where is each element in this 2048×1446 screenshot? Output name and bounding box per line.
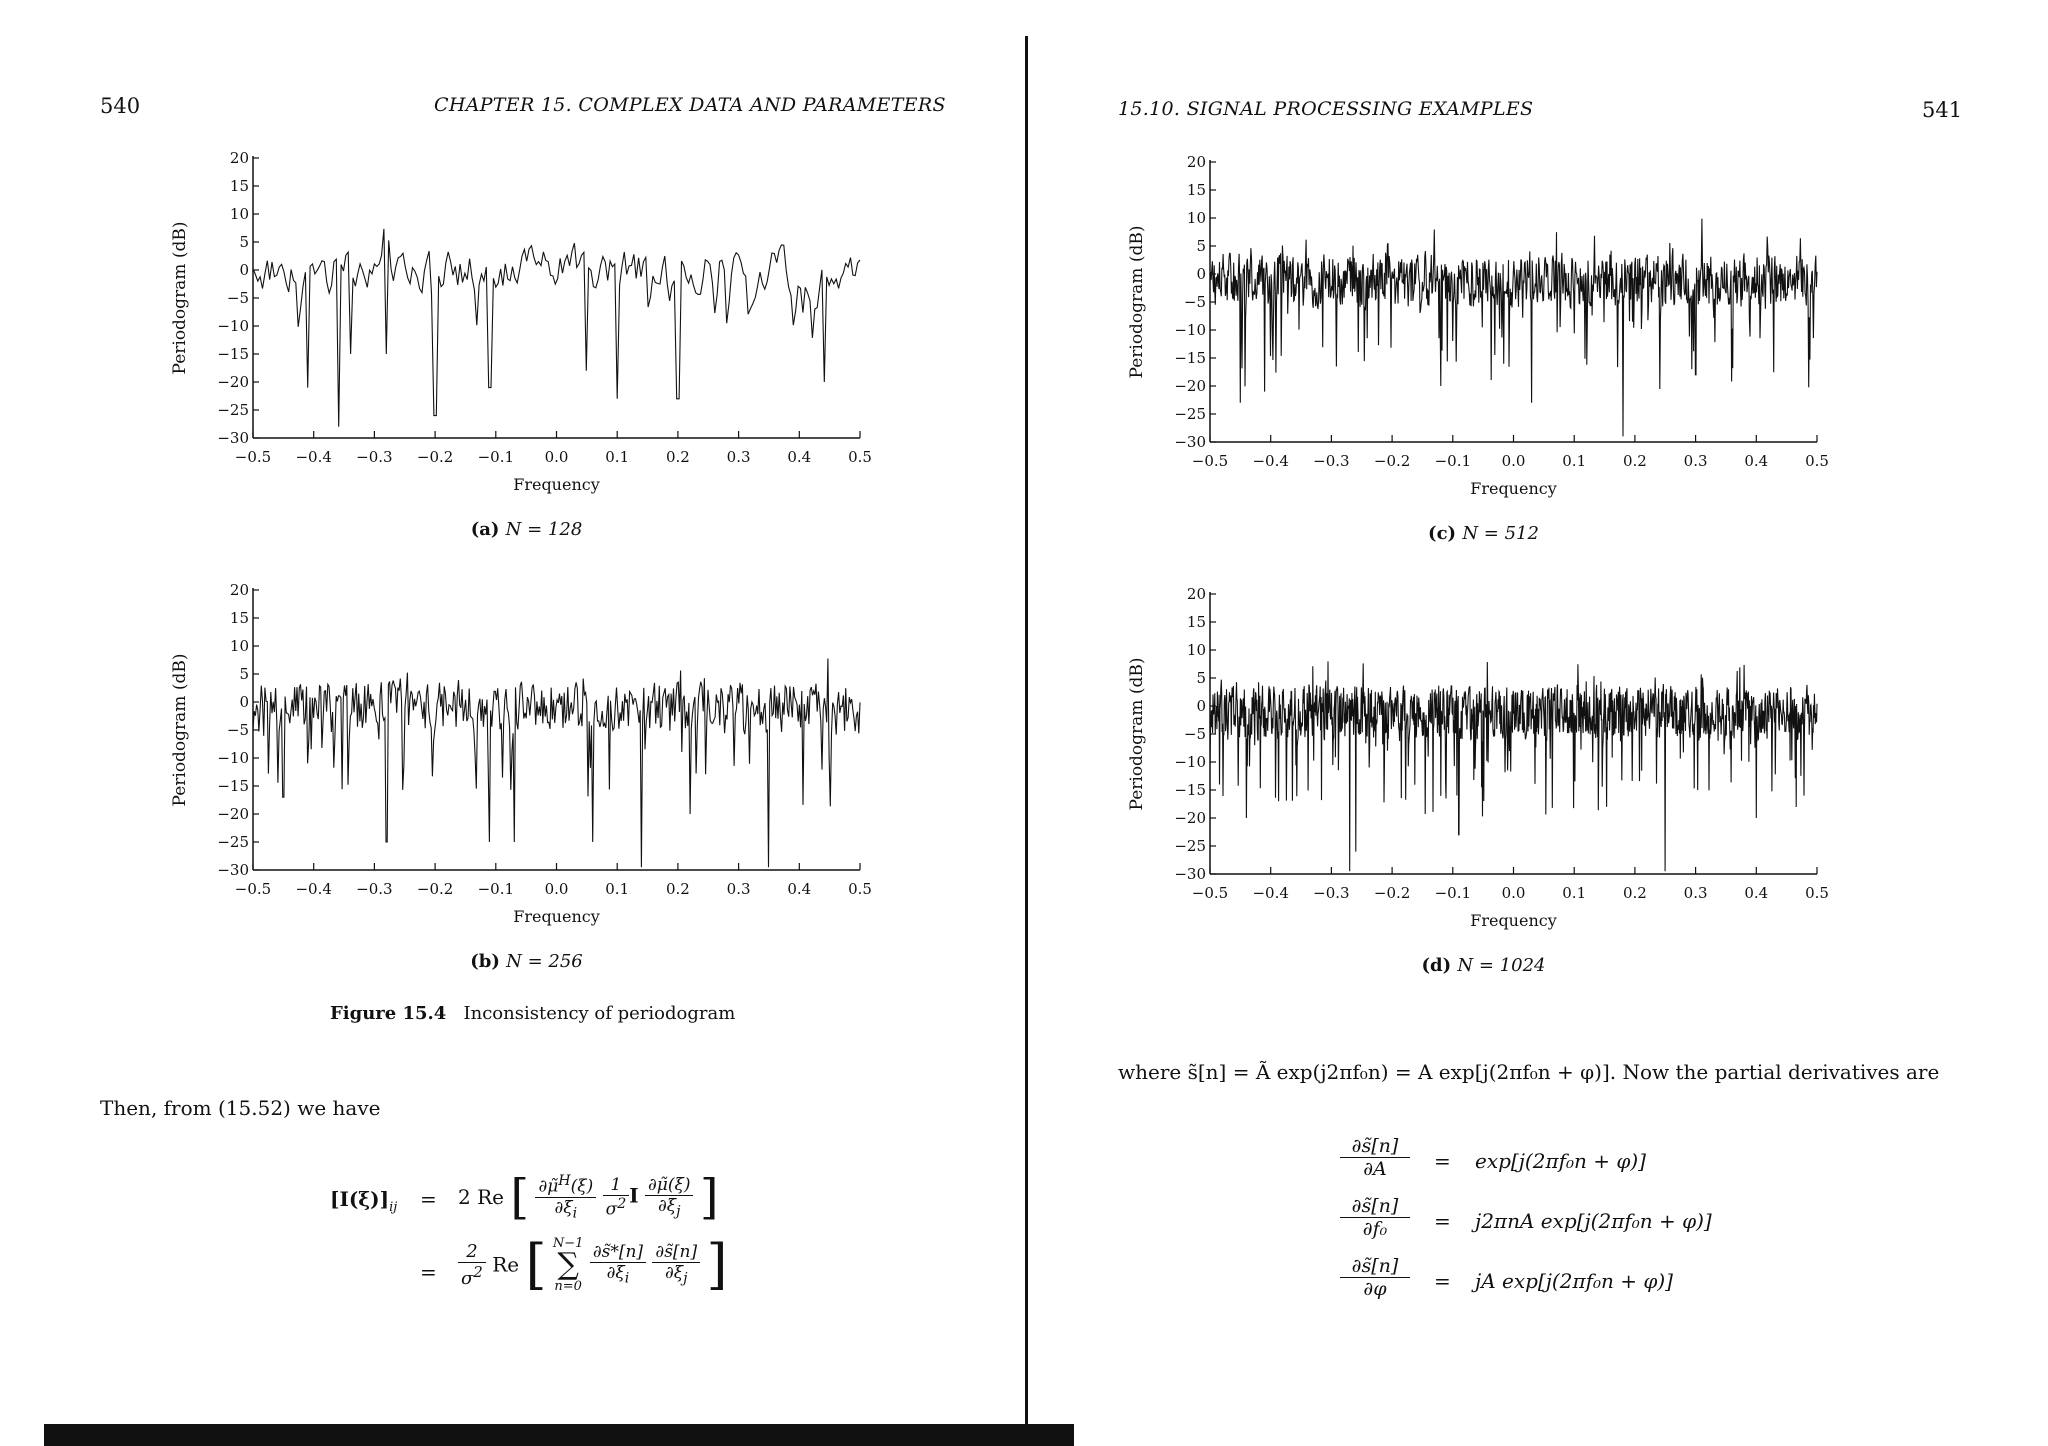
y-tick-label: 0	[239, 693, 249, 711]
x-tick-label: −0.4	[295, 880, 332, 898]
derivative-numerator: ∂s̃[n]	[1340, 1195, 1410, 1218]
y-tick-label: 5	[1196, 237, 1206, 255]
x-tick-label: −0.5	[1191, 452, 1229, 470]
x-tick-label: 0.4	[787, 448, 812, 466]
x-tick-label: 0.3	[726, 448, 751, 466]
y-tick-label: −25	[217, 401, 249, 419]
y-tick-label: 15	[1186, 181, 1206, 199]
y-tick-label: 10	[1186, 209, 1206, 227]
x-tick-label: −0.5	[234, 880, 272, 898]
chart-b	[160, 580, 910, 990]
right-body-text: where s̃[n] = Ã exp(j2πf₀n) = A exp[j(2πf₀n + φ)]. Now the partial derivatives are	[1118, 1060, 1940, 1084]
x-tick-label: −0.1	[477, 880, 515, 898]
x-tick-label: 0.5	[1805, 452, 1829, 470]
x-axis-label: Frequency	[1470, 479, 1557, 498]
y-tick-label: −10	[1174, 321, 1206, 339]
x-tick-label: −0.1	[1434, 884, 1472, 902]
eq-lhs: [I(ξ)]	[330, 1187, 390, 1211]
chart-c	[1117, 152, 1867, 562]
x-tick-label: −0.4	[1252, 452, 1289, 470]
y-tick-label: 10	[1186, 641, 1206, 659]
y-tick-label: −30	[1174, 433, 1206, 451]
x-tick-label: −0.2	[416, 448, 454, 466]
y-tick-label: 5	[239, 233, 249, 251]
x-tick-label: 0.1	[1562, 884, 1587, 902]
derivative-denominator: ∂f₀	[1362, 1218, 1388, 1240]
y-tick-label: −5	[226, 721, 249, 739]
y-tick-label: −5	[1183, 293, 1206, 311]
y-tick-label: 15	[229, 177, 249, 195]
y-tick-label: 15	[1186, 613, 1206, 631]
y-tick-label: 10	[229, 205, 249, 223]
y-tick-label: −30	[1174, 865, 1206, 883]
spine-line	[1025, 36, 1028, 1436]
x-tick-label: 0.0	[1501, 452, 1526, 470]
x-tick-label: 0.0	[1501, 884, 1526, 902]
y-tick-label: −10	[1174, 753, 1206, 771]
x-tick-label: 0.4	[787, 880, 812, 898]
x-tick-label: −0.2	[1373, 884, 1411, 902]
derivative-rhs: j2πnA exp[j(2πf₀n + φ)]	[1475, 1209, 1712, 1233]
eq-equals-1: =	[420, 1187, 437, 1211]
chart-d	[1117, 584, 1867, 994]
derivative-denominator: ∂φ	[1363, 1278, 1387, 1300]
y-tick-label: 0	[239, 261, 249, 279]
eq-line1: 2 Re [ $\frac{\partial\mũ^H(\xi)}{\partial\xi_i}$ $\frac{1}{\sigma^2}$ I $\frac{\partial\mũ(\xi)}{\partial\xi_j}$ ]	[458, 1169, 719, 1225]
y-tick-label: −20	[1174, 809, 1206, 827]
y-axis-label: Periodogram (dB)	[170, 653, 190, 807]
y-tick-label: −15	[1174, 349, 1206, 367]
y-tick-label: 5	[1196, 669, 1206, 687]
x-tick-label: 0.0	[544, 880, 569, 898]
y-tick-label: −25	[217, 833, 249, 851]
periodogram-series-line	[1210, 219, 1817, 437]
x-tick-label: −0.3	[356, 880, 393, 898]
y-tick-label: −15	[217, 345, 249, 363]
figure-caption	[330, 1003, 735, 1024]
y-tick-label: −20	[1174, 377, 1206, 395]
right-page-number: 541	[1922, 98, 1963, 122]
x-tick-label: −0.1	[477, 448, 515, 466]
figure-caption-label: Figure 15.4	[330, 1003, 447, 1024]
panel-subcaption: (c) N = 512	[1428, 523, 1539, 544]
x-tick-label: 0.2	[665, 448, 690, 466]
x-tick-label: −0.2	[416, 880, 454, 898]
x-tick-label: 0.1	[1562, 452, 1587, 470]
eq-sum-upper: N−1	[552, 1235, 584, 1251]
right-running-head: 15.10. SIGNAL PROCESSING EXAMPLES	[1118, 98, 1534, 120]
panel-subcaption: (a) N = 128	[470, 519, 583, 540]
eq-line2: $\frac{2}{\sigma^2}$ Re [ N−1 ∑ n=0 $\frac{\partial s̃*[n]}{\partial\xi_i}$ $\frac{\partial s̃[n]}{\partial\xi_j}$ ]	[458, 1233, 728, 1296]
x-tick-label: −0.4	[1252, 884, 1289, 902]
eq-lhs-sub: ij	[389, 1200, 398, 1215]
periodogram-series-line	[1210, 661, 1817, 871]
panel-subcaption: (b) N = 256	[470, 951, 583, 972]
y-axis-label: Periodogram (dB)	[1127, 225, 1147, 379]
x-tick-label: −0.5	[234, 448, 272, 466]
derivative-numerator: ∂s̃[n]	[1340, 1135, 1410, 1158]
x-tick-label: 0.1	[605, 448, 630, 466]
x-tick-label: −0.3	[1313, 452, 1350, 470]
y-tick-label: −10	[217, 749, 249, 767]
y-tick-label: 20	[1186, 153, 1206, 171]
left-body-text: Then, from (15.52) we have	[100, 1096, 381, 1120]
y-tick-label: −25	[1174, 405, 1206, 423]
y-tick-label: −15	[1174, 781, 1206, 799]
x-axis-label: Frequency	[513, 475, 600, 494]
periodogram-series-line	[253, 659, 860, 868]
y-axis-label: Periodogram (dB)	[170, 221, 190, 375]
x-tick-label: 0.3	[726, 880, 751, 898]
y-tick-label: −30	[217, 429, 249, 447]
x-tick-label: 0.5	[848, 880, 872, 898]
x-axis-label: Frequency	[513, 907, 600, 926]
y-tick-label: 5	[239, 665, 249, 683]
x-tick-label: 0.2	[1622, 452, 1647, 470]
derivative-row: $\frac{\partial s̃[n]}{\text{∂f₀}}$ = j2πnA exp[j(2πf₀n + φ)]	[1340, 1195, 1860, 1253]
y-tick-label: 0	[1196, 265, 1206, 283]
y-tick-label: 20	[229, 581, 249, 599]
x-tick-label: 0.5	[1805, 884, 1829, 902]
x-tick-label: 0.0	[544, 448, 569, 466]
x-tick-label: −0.5	[1191, 884, 1229, 902]
y-tick-label: −5	[226, 289, 249, 307]
y-tick-label: −5	[1183, 725, 1206, 743]
y-axis-label: Periodogram (dB)	[1127, 657, 1147, 811]
y-tick-label: 20	[1186, 585, 1206, 603]
y-tick-label: −20	[217, 805, 249, 823]
x-tick-label: 0.5	[848, 448, 872, 466]
bottom-black-band	[44, 1424, 1074, 1446]
fisher-equation	[330, 1165, 750, 1315]
periodogram-series-line	[253, 229, 860, 427]
derivative-row: $\frac{\partial s̃[n]}{\partial\varphi}$ = jA exp[j(2πf₀n + φ)]	[1340, 1255, 1860, 1313]
panel-subcaption: (d) N = 1024	[1421, 955, 1546, 976]
x-tick-label: 0.1	[605, 880, 630, 898]
y-tick-label: −30	[217, 861, 249, 879]
y-tick-label: −25	[1174, 837, 1206, 855]
derivative-rhs: jA exp[j(2πf₀n + φ)]	[1475, 1269, 1673, 1293]
left-page-number: 540	[100, 94, 141, 118]
derivative-denominator: ∂A	[1363, 1158, 1387, 1180]
left-running-head: CHAPTER 15. COMPLEX DATA AND PARAMETERS	[434, 94, 946, 116]
eq-sum-lower: n=0	[554, 1278, 582, 1294]
eq-equals-2: =	[420, 1260, 437, 1284]
x-tick-label: 0.4	[1744, 884, 1769, 902]
x-tick-label: −0.4	[295, 448, 332, 466]
x-axis-label: Frequency	[1470, 911, 1557, 930]
x-tick-label: 0.3	[1683, 452, 1708, 470]
derivatives-block	[1340, 1135, 1860, 1305]
y-tick-label: 0	[1196, 697, 1206, 715]
figure-caption-text: Inconsistency of periodogram	[463, 1003, 736, 1024]
x-tick-label: −0.3	[356, 448, 393, 466]
derivative-numerator: ∂s̃[n]	[1340, 1255, 1410, 1278]
y-tick-label: 15	[229, 609, 249, 627]
chart-a	[160, 148, 910, 558]
y-tick-label: 10	[229, 637, 249, 655]
y-tick-label: −10	[217, 317, 249, 335]
derivative-rhs: exp[j(2πf₀n + φ)]	[1475, 1149, 1646, 1173]
y-tick-label: 20	[229, 149, 249, 167]
x-tick-label: 0.3	[1683, 884, 1708, 902]
x-tick-label: −0.2	[1373, 452, 1411, 470]
x-tick-label: 0.4	[1744, 452, 1769, 470]
x-tick-label: −0.1	[1434, 452, 1472, 470]
y-tick-label: −15	[217, 777, 249, 795]
y-tick-label: −20	[217, 373, 249, 391]
x-tick-label: 0.2	[1622, 884, 1647, 902]
x-tick-label: 0.2	[665, 880, 690, 898]
x-tick-label: −0.3	[1313, 884, 1350, 902]
derivative-row: $\frac{\partial s̃[n]}{\partial A}$ = exp[j(2πf₀n + φ)]	[1340, 1135, 1860, 1193]
